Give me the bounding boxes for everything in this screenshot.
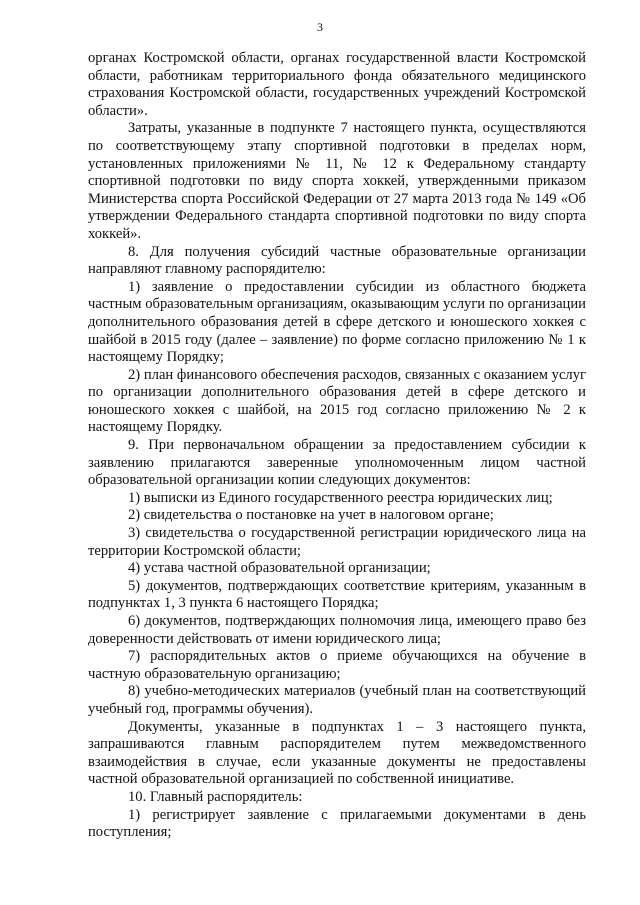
paragraph: 8. Для получения субсидий частные образовательные организации направляют главному распорядителю:	[88, 243, 586, 278]
paragraph: 1) заявление о предоставлении субсидии из областного бюджета частным образовательным организациям, оказывающим услуги по организации дополнительного образования детей в сфере детского и юношеского хоккея с шайбой в 2015 году (далее – заявление) по форме согласно приложению № 1 к настоящему Порядку;	[88, 278, 586, 366]
paragraph: 3) свидетельства о государственной регистрации юридического лица на территории Костромской области;	[88, 525, 586, 559]
paragraph: органах Костромской области, органах государственной власти Костромской области, работникам территориального фонда обязательного медицинского страхования Костромской области, государственных учреждений Костромской области».	[88, 50, 586, 119]
paragraph: 2) план финансового обеспечения расходов, связанных с оказанием услуг по организации дополнительного образования детей в сфере детского и юношеского хоккея с шайбой, на 2015 год согласно приложению № 2 к настоящему Порядку.	[88, 366, 586, 436]
paragraph: 8) учебно-методических материалов (учебный план на соответствующий учебный год, программы обучения).	[88, 683, 586, 717]
paragraph: Затраты, указанные в подпункте 7 настоящего пункта, осуществляются по соответствующему этапу спортивной подготовки в пределах норм, установленных приложениями № 11, № 12 к Федеральному стандарту спортивной подготовки по виду спорта хоккей, утвержденными приказом Министерства спорта Российской Федерации от 27 марта 2013 года № 149 «Об утверждении Федерального стандарта спортивной подготовки по виду спорта хоккей».	[88, 120, 586, 242]
paragraph: 4) устава частной образовательной организации;	[128, 560, 431, 577]
paragraph: 7) распорядительных актов о приеме обучающихся на обучение в частную образовательную организацию;	[88, 648, 586, 682]
paragraph: 1) выписки из Единого государственного реестра юридических лиц;	[128, 489, 553, 506]
paragraph: 1) регистрирует заявление с прилагаемыми документами в день поступления;	[88, 806, 586, 841]
paragraph: 2) свидетельства о постановке на учет в налоговом органе;	[128, 507, 494, 524]
page-number: 3	[317, 20, 323, 34]
paragraph: 9. При первоначальном обращении за предоставлением субсидии к заявлению прилагаются заверенные уполномоченным лицом частной образовательной организации копии следующих документов:	[88, 437, 586, 489]
paragraph: 5) документов, подтверждающих соответствие критериям, указанным в подпунктах 1, 3 пункта 6 настоящего Порядка;	[88, 577, 586, 612]
paragraph: Документы, указанные в подпунктах 1 – 3 настоящего пункта, запрашиваются главным распорядителем путем межведомственного взаимодействия в случае, если указанные документы не предоставлены частной образовательной организацией по собственной инициативе.	[88, 718, 586, 788]
document-body	[88, 50, 586, 842]
paragraph: 6) документов, подтверждающих полномочия лица, имеющего право без доверенности действовать от имени юридического лица;	[88, 613, 586, 647]
paragraph: 10. Главный распорядитель:	[128, 788, 303, 805]
